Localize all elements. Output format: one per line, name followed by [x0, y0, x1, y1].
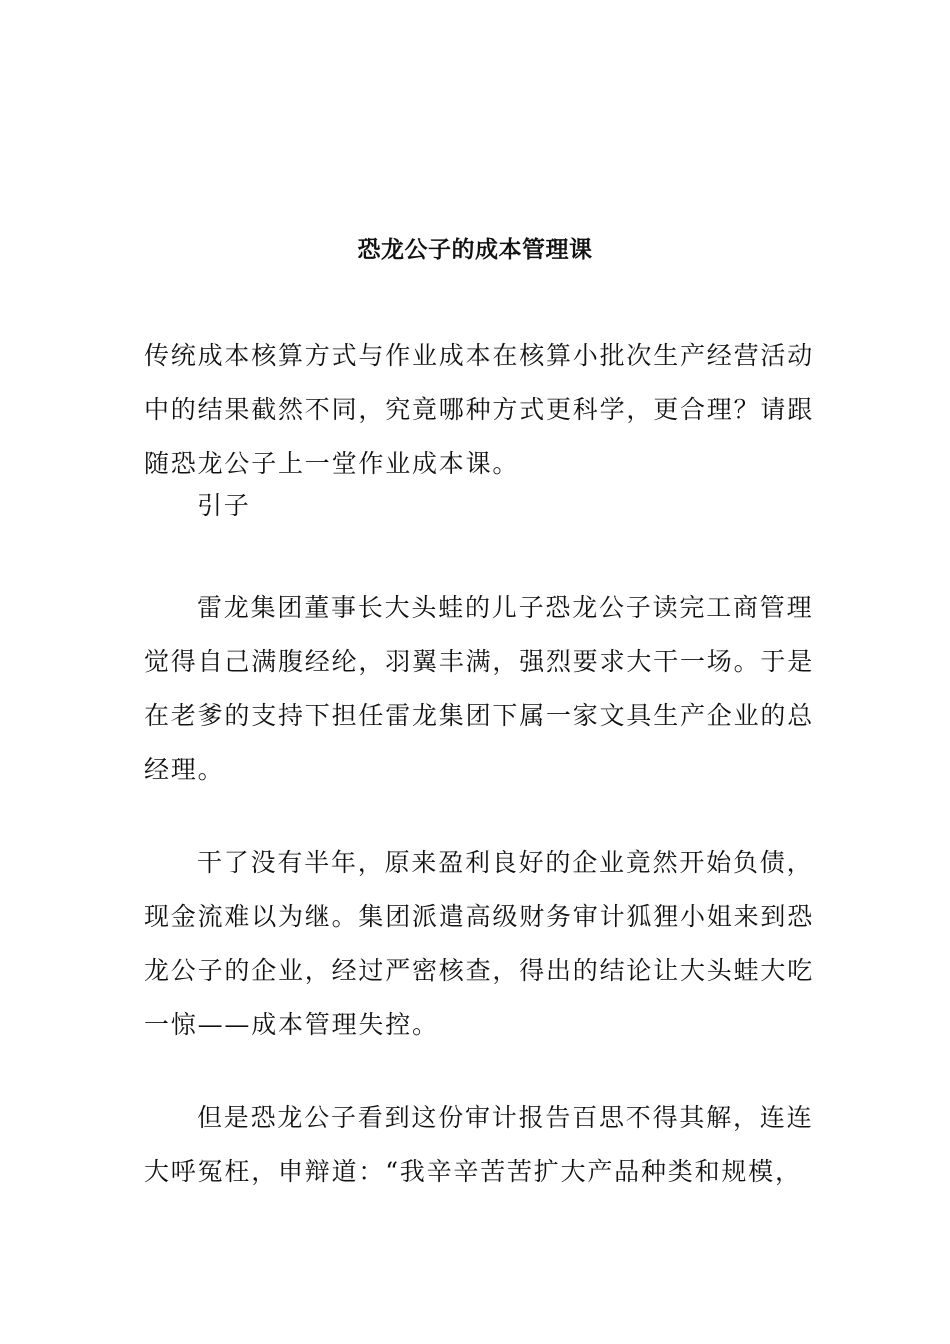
section-heading	[144, 479, 824, 533]
body-paragraph	[144, 836, 824, 1052]
text-line: 一惊——成本管理失控。	[144, 1010, 439, 1039]
text-line: 大呼冤枉，申辩道：“我辛辛苦苦扩大产品种类和规模，	[144, 1157, 802, 1186]
text-line: 传统成本核算方式与作业成本在核算小批次生产经营活动	[144, 341, 815, 370]
text-line: 随恐龙公子上一堂作业成本课。	[144, 449, 520, 478]
body-paragraph	[144, 581, 824, 797]
text-line: 经理。	[144, 755, 225, 784]
text-line: 干了没有半年，原来盈利良好的企业竟然开始负债，	[197, 848, 814, 877]
text-line: 在老爹的支持下担任雷龙集团下属一家文具生产企业的总	[144, 701, 815, 730]
text-line: 但是恐龙公子看到这份审计报告百思不得其解，连连	[197, 1103, 814, 1132]
intro-paragraph	[144, 329, 824, 491]
text-line: 引子	[197, 491, 251, 520]
text-line: 现金流难以为继。集团派遣高级财务审计狐狸小姐来到恐	[144, 902, 815, 931]
text-line: 雷龙集团董事长大头蛙的儿子恐龙公子读完工商管理	[197, 593, 814, 622]
document-title: 恐龙公子的成本管理课	[357, 236, 593, 263]
body-paragraph	[144, 1091, 824, 1199]
text-line: 觉得自己满腹经纶，羽翼丰满，强烈要求大干一场。于是	[144, 647, 815, 676]
text-line: 中的结果截然不同，究竟哪种方式更科学，更合理？请跟	[144, 395, 815, 424]
text-line: 龙公子的企业，经过严密核查，得出的结论让大头蛙大吃	[144, 956, 815, 985]
